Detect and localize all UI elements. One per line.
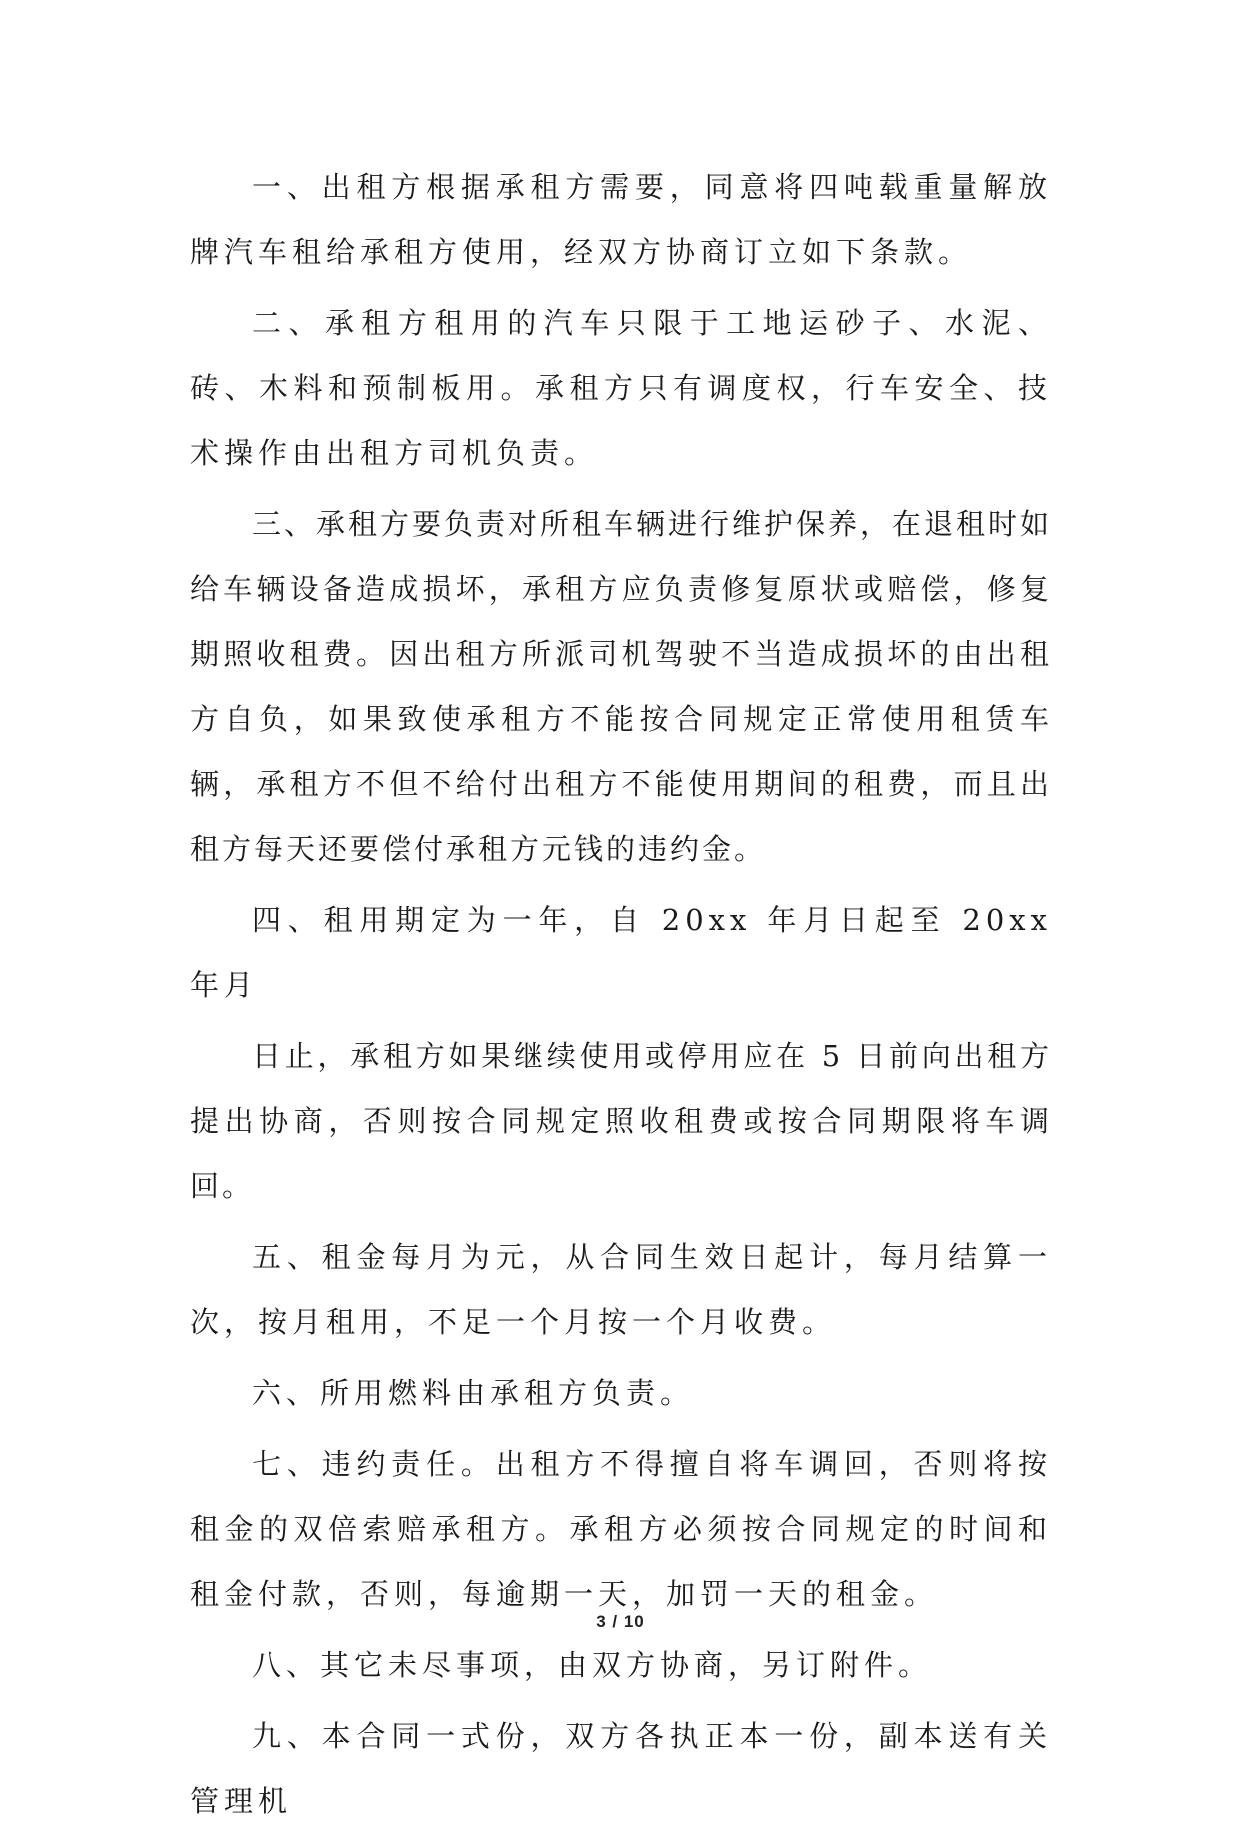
clause-3: 三、承租方要负责对所租车辆进行维护保养，在退租时如给车辆设备造成损坏，承租方应负责修复原状或赔偿，修复期照收租费。因出租方所派司机驾驶不当造成损坏的由出租方自负，如果致使承租方不能按合同规定正常使用租赁车辆，承租方不但不给付出租方不能使用期间的租费，而且出租方每天还要偿付承租方元钱的违约金。 (190, 507, 1053, 866)
contract-body (190, 155, 1052, 1840)
clause-9: 九、本合同一式份，双方各执正本一份，副本送有关管理机 (190, 1719, 1052, 1818)
clause-8: 八、其它未尽事项，由双方协商，另订附件。 (252, 1648, 933, 1682)
page-number: 3 / 10 (596, 1612, 645, 1631)
clause-4: 四、租用期定为一年，自 20xx 年月日起至 20xx 年月 (190, 903, 1052, 1002)
clause-2: 二、承租方租用的汽车只限于工地运砂子、水泥、砖、木料和预制板用。承租方只有调度权，行车安全、技术操作由出租方司机负责。 (190, 306, 1052, 470)
clause-1: 一、出租方根据承租方需要，同意将四吨载重量解放牌汽车租给承租方使用，经双方协商订立如下条款。 (190, 170, 1052, 269)
clause-6: 六、所用燃料由承租方负责。 (252, 1376, 695, 1410)
clause-7: 七、违约责任。出租方不得擅自将车调回，否则将按租金的双倍索赔承租方。承租方必须按合同规定的时间和租金付款，否则，每逾期一天，加罚一天的租金。 (190, 1447, 1052, 1611)
clause-5: 五、租金每月为元，从合同生效日起计，每月结算一次，按月租用，不足一个月按一个月收费。 (190, 1240, 1052, 1339)
clause-4-continued: 日止，承租方如果继续使用或停用应在 5 日前向出租方提出协商，否则按合同规定照收租费或按合同期限将车调回。 (190, 1039, 1052, 1203)
